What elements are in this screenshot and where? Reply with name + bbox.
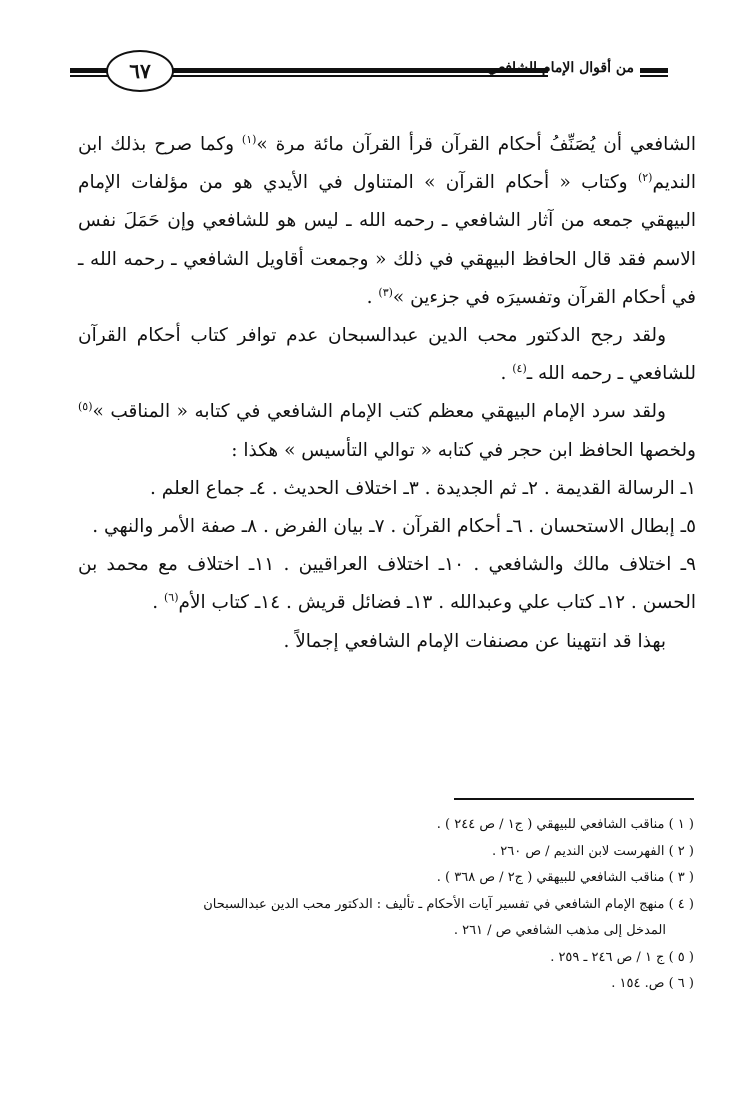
text-run: الشافعي أن يُصَنِّفُ أحكام القرآن قرأ القرآن مائة مرة » [256,134,696,155]
paragraph [78,317,696,393]
header-rule [70,68,108,73]
text-run: ولقد رجح الدكتور محب الدين عبدالسبحان عدم توافر كتاب أحكام القرآن للشافعي ـ رحمه الله ـ [78,325,696,385]
footnote: ( ٤ ) منهج الإمام الشافعي في تفسير آيات الأحكام ـ تأليف : الدكتور محب الدين عبدالسبحان [203,896,694,912]
running-title: من أقوال الإمام الشافعي [487,60,634,76]
footnote: ( ٥ ) ج ١ / ص ٢٤٦ ـ ٢٥٩ . [550,949,694,965]
page-header [70,40,668,110]
book-list-line: ١ـ الرسالة القديمة . ٢ـ ثم الجديدة . ٣ـ اختلاف الحديث . ٤ـ جماع العلم . [150,477,696,499]
footnote: ( ٢ ) الفهرست لابن النديم / ص ٢٦٠ . [491,843,694,859]
book-list-line: ٥ـ إبطال الاستحسان . ٦ـ أحكام القرآن . ٧ـ بيان الفرض . ٨ـ صفة الأمر والنهي . [92,516,696,538]
footnote: ( ١ ) مناقب الشافعي للبيهقي ( ج١ / ص ٢٤٤ ) . [436,817,694,832]
header-rule [640,75,668,77]
book-list-line [78,546,696,622]
footnote-separator [454,798,694,800]
footnote-ref: (٢) [637,171,653,185]
text-run: . [500,363,513,385]
footnote-ref: (٥) [78,400,93,414]
footnote: ( ٣ ) مناقب الشافعي للبيهقي ( ج٢ / ص ٣٦٨ ) . [436,870,694,885]
text-run: . [152,592,164,614]
closing-sentence: بهذا قد انتهينا عن مصنفات الإمام الشافعي إجمالاً . [283,630,666,652]
text-run: ٩ـ اختلاف مالك والشافعي . ١٠ـ اختلاف العراقيين . ١١ـ اختلاف مع محمد بن الحسن . ١٢ـ كتاب علي وعبدالله . ١٣ـ فضائل قريش . ١٤ـ كتاب الأم [78,554,696,614]
text-run: وكما صرح بذلك ابن النديم [78,134,696,194]
page-number: ٦٧ [106,50,174,92]
footnote-ref: (٦) [164,591,179,605]
paragraph [78,393,696,469]
header-rule [640,68,668,73]
main-text [78,126,696,661]
footnote-continuation: المدخل إلى مذهب الشافعي ص / ٢٦١ . [453,923,666,938]
footnote: ( ٦ ) ص. ١٥٤ . [611,976,694,991]
text-run: . [366,286,379,308]
text-run: ولقد سرد الإمام البيهقي معظم كتب الإمام الشافعي في كتابه « المناقب » [92,401,666,423]
footnote-ref: (٣) [378,285,393,299]
header-rule [70,75,108,77]
footnote-ref: (٤) [512,362,527,376]
footnote-ref: (١) [241,132,257,146]
paragraph [78,126,696,317]
text-run: ولخصها الحافظ ابن حجر في كتابه « توالي التأسيس » هكذا : [231,439,696,461]
text-run: وكتاب « أحكام القرآن » المتناول في الأيدي هو من مؤلفات الإمام البيهقي جمعه من آثار الشافعي ـ رحمه الله ـ ليس هو للشافعي وإن حَمَلَ نفس الاسم فقد قال الحافظ البيهقي في ذلك « وجمعت أقاويل الشافعي ـ رحمه الله ـ في أحكام القرآن وتفسيرَه في جزءين » [78,172,696,308]
footnotes [64,812,694,998]
